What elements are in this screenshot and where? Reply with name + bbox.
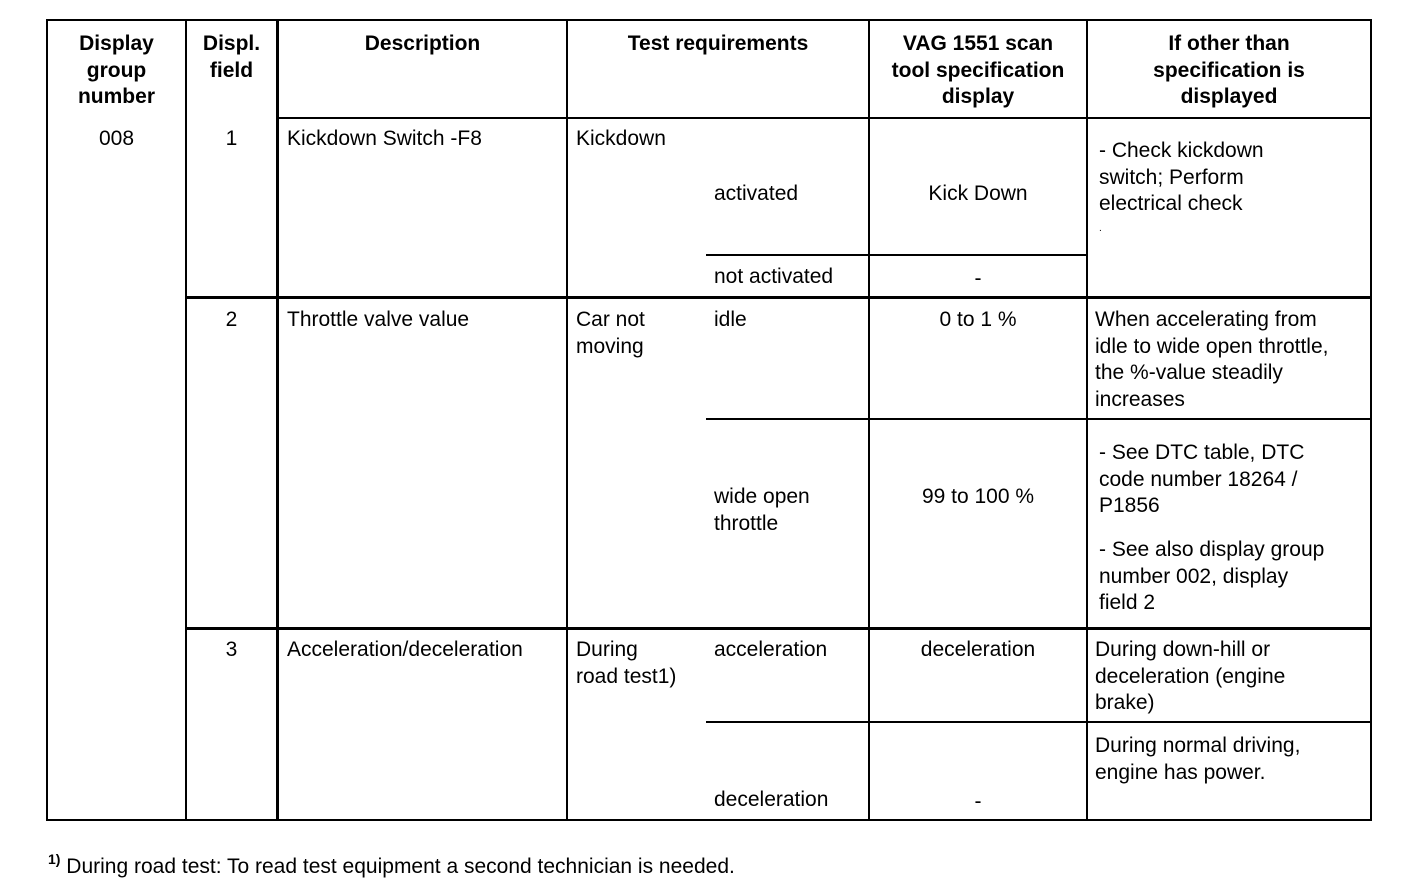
remedy-cell: - Check kickdown switch; Perform electrical check (1099, 139, 1264, 215)
remedy-cell: During down-hill or deceleration (engine brake) (1095, 638, 1286, 714)
remedy-cell: - See also display group number 002, display field 2 (1099, 538, 1325, 614)
footnote-marker: 1) (48, 851, 61, 867)
spec-cell: Kick Down (928, 182, 1028, 205)
col-divider (276, 19, 279, 821)
table-border-bottom (46, 819, 1372, 821)
state-cell: acceleration (714, 638, 828, 661)
table-border-right (1370, 19, 1372, 821)
footnote (48, 852, 735, 882)
header-spec-display: VAG 1551 scan tool specification display (891, 32, 1065, 108)
header-field: Displ. field (202, 32, 261, 82)
group-number-value: 008 (98, 127, 135, 150)
header-if-other: If other than specification is displayed (1153, 32, 1305, 108)
remedy-divider (1086, 418, 1372, 420)
header-group-number: Display group number (77, 32, 155, 108)
field-number: 1 (225, 127, 238, 150)
row-divider (185, 296, 1372, 299)
condition-cell: Kickdown (576, 127, 666, 150)
state-cell: activated (714, 182, 799, 205)
state-cell: idle (714, 308, 747, 331)
header-test-requirements: Test requirements (627, 32, 809, 55)
col-divider (868, 19, 870, 821)
condition-cell: Car not moving (576, 308, 645, 358)
col-divider (566, 19, 568, 821)
field-number: 3 (225, 638, 238, 661)
header-divider (278, 117, 1372, 119)
description-cell: Throttle valve value (287, 308, 470, 331)
spec-cell: deceleration (920, 638, 1036, 661)
header-description: Description (364, 32, 481, 55)
footnote-text: During road test: To read test equipment a second technician is needed. (66, 855, 735, 878)
field-number: 2 (225, 308, 238, 331)
state-cell: not activated (714, 265, 834, 288)
col-divider (1086, 19, 1088, 821)
condition-cell: During road test1) (576, 638, 677, 688)
spec-cell: - (974, 790, 982, 813)
remedy-cell: During normal driving, engine has power. (1095, 734, 1301, 784)
remedy-cell: - See DTC table, DTC code number 18264 / P1856 (1099, 441, 1305, 517)
state-cell: deceleration (714, 788, 829, 811)
state-cell: wide open throttle (714, 485, 810, 535)
subrow-divider (706, 721, 1372, 723)
table-border-top (46, 19, 1372, 21)
remedy-cell-mark: . (1099, 223, 1102, 234)
description-cell: Kickdown Switch -F8 (287, 127, 482, 150)
spec-cell: - (974, 267, 982, 290)
spec-cell: 0 to 1 % (939, 308, 1017, 331)
subrow-divider (706, 418, 1088, 420)
description-cell: Acceleration/deceleration (287, 638, 523, 661)
spec-cell: 99 to 100 % (921, 485, 1035, 508)
subrow-divider (706, 254, 1088, 256)
remedy-cell: When accelerating from idle to wide open throttle, the %-value steadily increases (1095, 308, 1329, 411)
row-divider (185, 627, 1372, 630)
